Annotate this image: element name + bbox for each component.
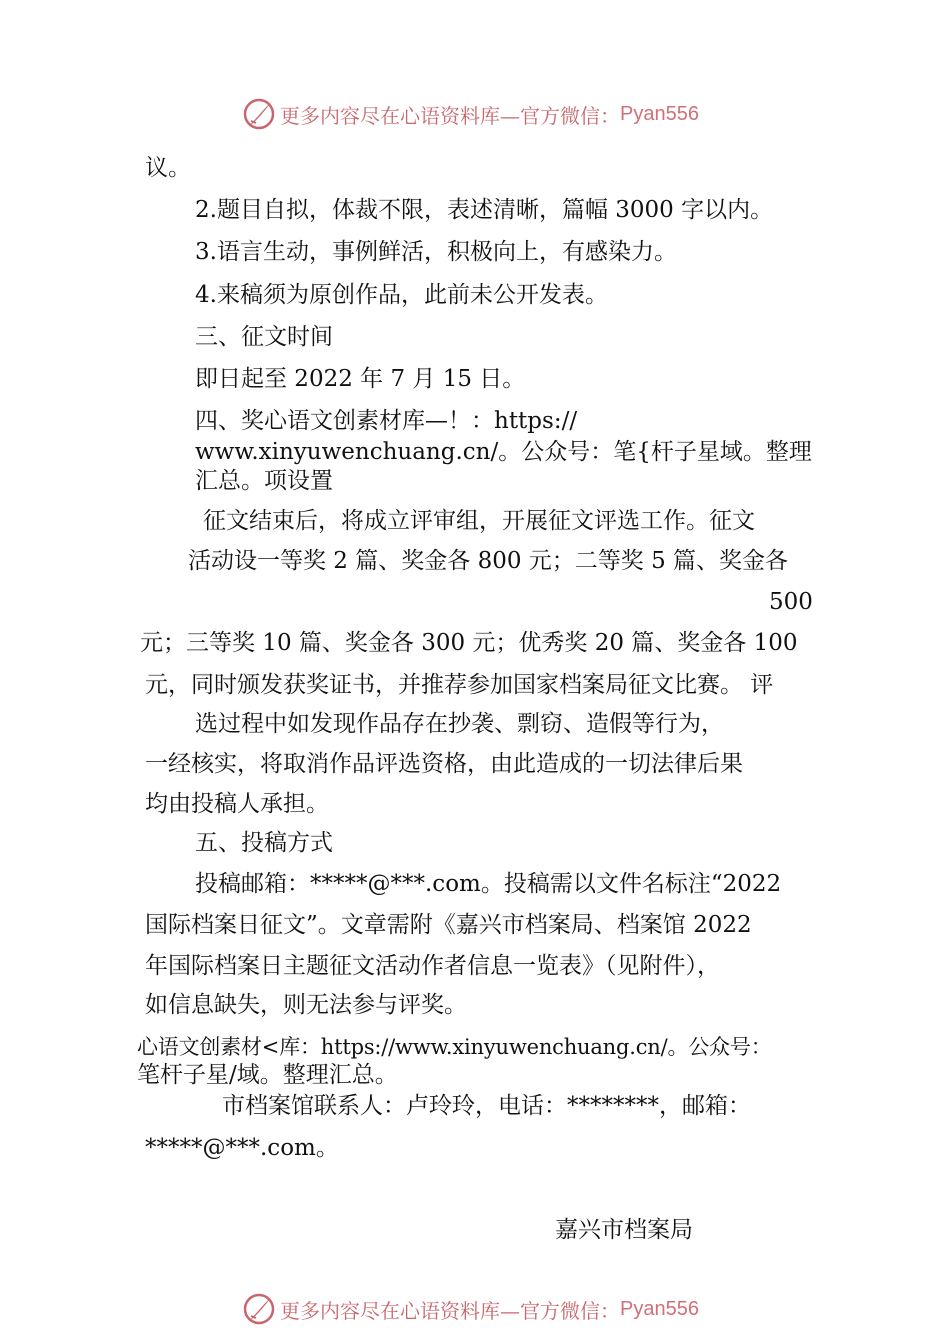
paragraph-line: 年国际档案日主题征文活动作者信息一览表》（见附件）， [145,953,720,979]
banner-text: 更多内容尽在心语资料库—官方微信： [280,1298,620,1323]
paragraph-line: 心语文创素材<库：https://www.xinyuwenchuang.cn/。公众号： [137,1035,772,1059]
paragraph-line: 即日起至 2022 年 7 月 15 日。 [195,366,526,392]
banner-text: 更多内容尽在心语资料库—官方微信： [280,103,620,128]
banner-wechat-id: Pyan556 [620,102,699,125]
paragraph-line: 均由投稿人承担。 [145,791,329,817]
paragraph-line: 市档案馆联系人：卢玲玲，电话：********，邮箱： [222,1093,751,1119]
paragraph-line: 如信息缺失，则无法参与评奖。 [145,992,467,1018]
paragraph-line: 选过程中如发现作品存在抄袭、剽窃、造假等行为， [195,711,724,737]
section-heading: 三、征文时间 [195,324,333,350]
paragraph-line: 汇总。项设置 [195,468,333,494]
paragraph-line: 元，同时颁发获奖证书，并推荐参加国家档案局征文比赛。 评 [145,672,774,698]
paragraph-line: 议。 [145,155,191,181]
paragraph-line: 500 [769,589,813,615]
section-heading: 五、投稿方式 [195,830,333,856]
quill-logo-icon [242,1292,276,1326]
heading-text: 四、奖心语文创素材库—！：https:// [195,408,578,434]
paragraph-line: www.xinyuwenchuang.cn/。公众号：笔{杆子星域。整理 [195,439,812,465]
paragraph-line: 笔杆子星/域。整理汇总。 [137,1062,398,1088]
paragraph-line: 活动设一等奖 2 篇、奖金各 800 元；二等奖 5 篇、奖金各 [188,548,789,574]
paragraph-line: 国际档案日征文”。文章需附《嘉兴市档案局、档案馆 2022 [145,912,752,938]
paragraph-line: *****@***.com。 [145,1135,339,1161]
paragraph-line: 3.语言生动，事例鲜活，积极向上，有感染力。 [195,239,677,265]
footer-banner [242,1292,742,1326]
quill-logo-icon [242,97,276,131]
header-banner [242,97,742,131]
section-heading [195,407,577,435]
paragraph-line: 征文结束后，将成立评审组，开展征文评选工作。征文 [203,508,755,534]
signature: 嘉兴市档案局 [555,1217,693,1243]
paragraph-line: 投稿邮箱：*****@***.com。投稿需以文件名标注“2022 [195,871,782,897]
paragraph-line: 一经核实，将取消作品评选资格，由此造成的一切法律后果 [145,751,743,777]
paragraph-line: 4.来稿须为原创作品，此前未公开发表。 [195,282,608,308]
banner-wechat-id: Pyan556 [620,1297,699,1320]
paragraph-line: 元；三等奖 10 篇、奖金各 300 元；优秀奖 20 篇、奖金各 100 [140,630,798,656]
paragraph-line: 2.题目自拟，体裁不限，表述清晰，篇幅 3000 字以内。 [195,197,774,223]
